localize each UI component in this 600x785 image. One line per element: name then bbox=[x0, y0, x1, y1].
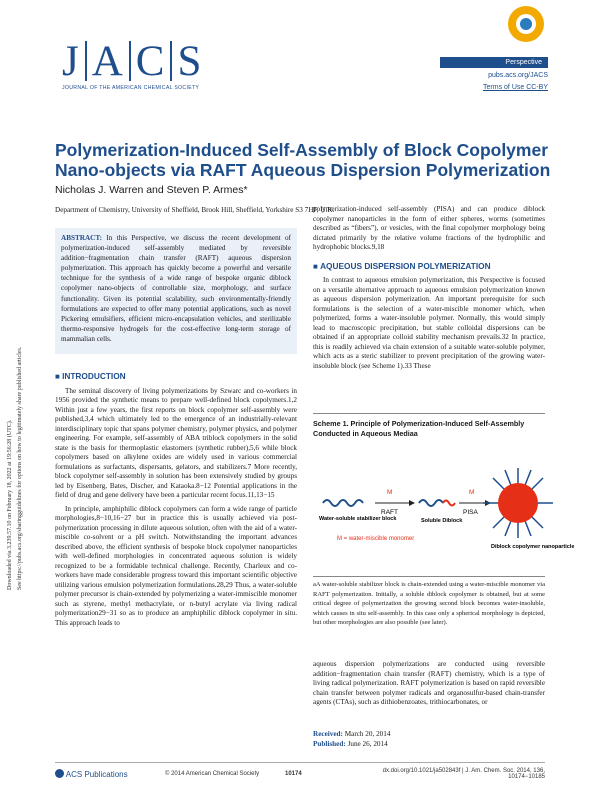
logo-letter: A bbox=[91, 38, 124, 85]
article-authors: Nicholas J. Warren and Steven P. Armes* bbox=[55, 184, 248, 196]
received-label: Received: bbox=[313, 730, 343, 738]
logo-letter: S bbox=[177, 38, 203, 85]
article-affiliation: Department of Chemistry, University of Sheffield, Brook Hill, Sheffield, Yorkshire S3 7HF, U.K. bbox=[55, 206, 335, 214]
logo-letter: C bbox=[135, 38, 166, 85]
journal-url-link[interactable]: pubs.acs.org/JACS bbox=[488, 72, 548, 79]
monomer-m2: M bbox=[469, 489, 475, 496]
page-number: 10174 bbox=[285, 771, 302, 777]
received-date: March 20, 2014 bbox=[344, 730, 391, 738]
monomer-m1: M bbox=[387, 489, 393, 496]
sidebar-sharing-guidelines: See https://pubs.acs.org/sharingguidelines for options on how to legitimately share published articles. bbox=[17, 346, 23, 590]
copyright-text: © 2014 American Chemical Society bbox=[165, 771, 260, 777]
stabilizer-chain-icon bbox=[323, 500, 363, 506]
monomer-legend: M = water-miscible monomer bbox=[337, 536, 415, 542]
introduction-section bbox=[55, 372, 297, 628]
journal-subtitle: JOURNAL OF THE AMERICAN CHEMICAL SOCIETY bbox=[62, 85, 200, 91]
scheme-1 bbox=[313, 413, 575, 577]
published-label: Published: bbox=[313, 739, 346, 748]
scheme-title: Scheme 1. Principle of Polymerization-Induced Self-Assembly Conducted in Aqueous Mediaa bbox=[313, 419, 525, 438]
scheme-footnote: aA water-soluble stabilizer block is chain-extended using a water-miscible monomer via RAFT polymerization. Initially, a soluble diblock copolymer is obtained, but at some critical degree of polymerization the growing second block becomes water-insoluble, which causes in situ self-assembly. In this case only a spherical morphology is depicted, but other morphologies are also possible (see later). bbox=[313, 581, 545, 626]
abstract-text: In this Perspective, we discuss the recent development of polymerization-induced self-assembly mediated by reversible addition−fragmentation chain transfer (RAFT) aqueous dispersion polymerization. This approach has quickly become a powerful and versatile technique for the synthesis of a wide range of bespoke organic diblock copolymer nano-objects of controllable size, morphology, and surface functionality. Given its potential scalability, such environmentally-friendly formulations are expected to offer many potential applications, such as novel Pickering emulsifiers, efficient micro-encapsulation vehicles, and sterilizable thermo-responsive hydrogels for the cost-effective long-term storage of mammalian cells. bbox=[61, 234, 291, 343]
acs-publications-logo: ACS Publications bbox=[55, 769, 165, 779]
abstract-box bbox=[55, 228, 297, 354]
right-column-top bbox=[313, 205, 545, 371]
raft-label: RAFT bbox=[381, 509, 398, 516]
article-title: Polymerization-Induced Self-Assembly of Block Copolymer Nano-objects via RAFT Aqueous Dispersion Polymerization bbox=[55, 140, 551, 180]
download-sidebar bbox=[5, 210, 29, 590]
acs-logo-icon bbox=[55, 769, 64, 778]
pisa-label: PISA bbox=[463, 509, 478, 516]
intro-paragraph-1: The seminal discovery of living polymerizations by Szwarc and co-workers in 1956 provided the synthetic means to prepare well-defined block copolymers.1,2 Within just a few years, the first reports on block copolymer self-assembly were published,3,4 which ultimately led to the emergence of an industrially-relevant interdisciplinary topic that spans polymer chemistry, polymer physics, and polymer engineering. For example, self-assembly of ABA triblock copolymers in the solid state is the basis for thermoplastic elastomers (synthetic rubber),5,6 while block copolymers based on alkylene oxides are widely used in various commercial formulations as surfactants, dispersants, gelators, and stabilizers.7 More recently, block copolymer self-assembly in solution has been extensively studied by groups led by Eisenberg, Bates, Discher, and Kataoka.8−12 Potential applications in the field of drug and gene delivery have been a particular recent focus.11,13−15 bbox=[55, 386, 297, 499]
nanoparticle-icon bbox=[483, 468, 553, 538]
pisa-paragraph: polymerization-induced self-assembly (PISA) and can produce diblock copolymer nanoparticles in the form of either spheres, worms (sometimes described as “fibers”), or vesicles, with the final copolymer morphology being dictated primarily by the relative volume fractions of the hydrophilic and hydrophobic blocks.9,18 bbox=[313, 205, 545, 251]
abstract-label: ABSTRACT: bbox=[61, 234, 103, 242]
soluble-label: Soluble Diblock bbox=[421, 518, 463, 524]
sidebar-download-info: Downloaded via 3.239.57.10 on February 18, 2022 at 19:56:28 (UTC). bbox=[7, 419, 13, 590]
right-column-bottom bbox=[313, 660, 545, 708]
scheme-diagram bbox=[313, 448, 575, 568]
aqueous-paragraph-2: aqueous dispersion polymerizations are conducted using reversible addition−fragmentation chain transfer (RAFT) chemistry, which is a type of living radical polymerization. RAFT polymerization is based on rapid reversible chain transfer between polymer radicals and organosulfur-based chain-transfer agents (CTAs), such as dithiobenzoates, trithiocarbonates, or bbox=[313, 660, 545, 706]
aqueous-paragraph-1: In contrast to aqueous emulsion polymerization, this Perspective is focused on a versatile alternative approach to aqueous emulsion polymerization known as aqueous dispersion polymerization. An important prerequisite for such formulations is the selection of a water-miscible monomer which, when polymerized, forms a water-insoluble polymer. Normally, this would simply lead to macroscopic precipitation, but stable colloidal dispersions can be obtained if an appropriate colloid stability mechanism prevails.32 In practice, this is readily achieved via chain extension of a suitable water-soluble polymer, which acts as a steric stabilizer to prevent precipitation of the growing water-insoluble block (see Scheme 1).33 These bbox=[313, 276, 545, 370]
stabilizer-label: Water-soluble stabilizer block bbox=[319, 516, 397, 522]
publication-dates bbox=[313, 730, 390, 749]
soluble-diblock-red-icon bbox=[443, 501, 455, 506]
open-access-badge-icon bbox=[508, 6, 544, 42]
intro-paragraph-2: In principle, amphiphilic diblock copolymers can form a wide range of particle morphologies,8−10,16−27 but in practice this is usually achieved via post-polymerization processing in dilute aqueous solution, often with the aid of a water-miscible co-solvent or a pH switch. Notwithstanding the important advances described above, the efficient synthesis of bespoke block copolymer nanoparticles with well-defined morphologies in concentrated aqueous solution is widely recognized to be a formidable technical challenge. Recently, Charleux and co-workers have made considerable progress toward this important scientific objective utilizing various emulsion polymerization formulations.28,29 Thus, a water-soluble polymer precursor is chain-extended by polymerizing a water-immiscible monomer such as styrene, methyl methacrylate, or n-butyl acrylate via living radical polymerization29−31 so as to produce an amphiphilic diblock copolymer in situ. This approach leads to bbox=[55, 504, 297, 627]
introduction-heading: ■ INTRODUCTION bbox=[55, 372, 297, 382]
aqueous-dispersion-heading: ■ AQUEOUS DISPERSION POLYMERIZATION bbox=[313, 262, 545, 272]
footer-divider bbox=[55, 762, 545, 763]
terms-of-use-link[interactable]: Terms of Use CC-BY bbox=[483, 84, 548, 91]
logo-letter: J bbox=[62, 38, 80, 85]
journal-logo bbox=[62, 40, 202, 91]
soluble-diblock-blue-icon bbox=[419, 500, 443, 506]
section-banner: Perspective bbox=[440, 57, 548, 68]
nanoparticle-label: Diblock copolymer nanoparticle bbox=[491, 544, 575, 550]
published-date: June 26, 2014 bbox=[347, 739, 388, 748]
doi-citation[interactable]: dx.doi.org/10.1021/ja502843f | J. Am. Chem. Soc. 2014, 136, 10174−10185 bbox=[382, 768, 545, 780]
page-footer bbox=[55, 768, 545, 780]
